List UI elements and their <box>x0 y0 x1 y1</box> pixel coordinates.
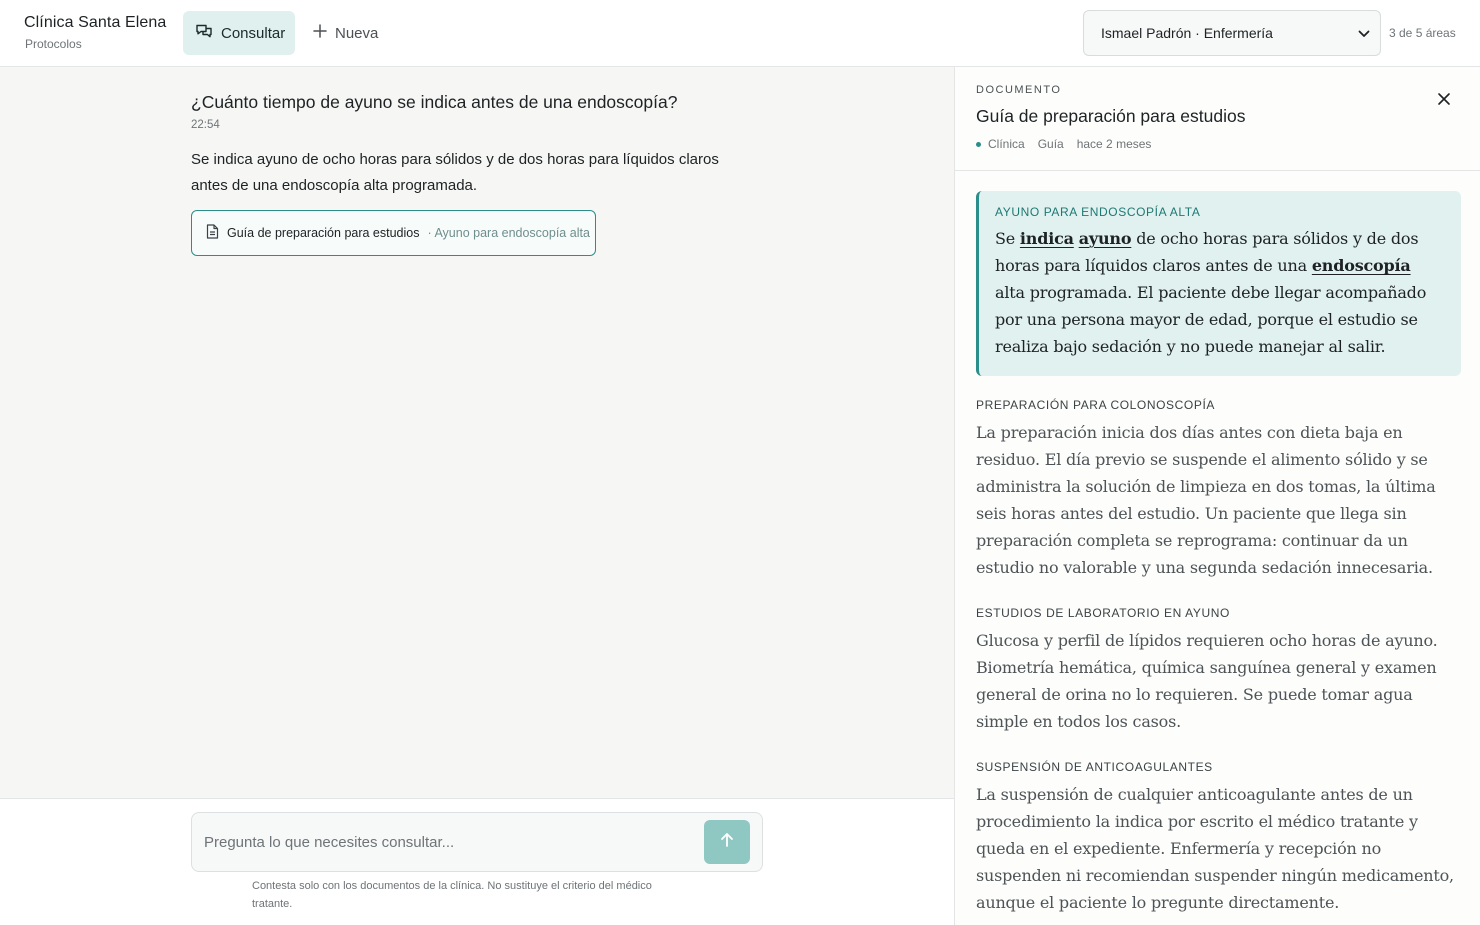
document-meta <box>976 137 1151 151</box>
composer <box>191 812 763 872</box>
new-conversation-button[interactable] <box>305 11 378 55</box>
document-category: Clínica <box>988 137 1025 151</box>
highlighted-section-title: AYUNO PARA ENDOSCOPÍA ALTA <box>995 205 1201 219</box>
citation-section: · Ayuno para endoscopía alta <box>427 226 590 240</box>
top-bar <box>0 0 1480 67</box>
citation-document: Guía de preparación para estudios <box>227 226 420 240</box>
document-section <box>976 760 1462 916</box>
document-section <box>976 606 1462 735</box>
consult-tab[interactable] <box>183 11 295 55</box>
section-title: ESTUDIOS DE LABORATORIO EN AYUNO <box>976 606 1230 620</box>
chat-area <box>0 67 954 798</box>
section-title: SUSPENSIÓN DE ANTICOAGULANTES <box>976 760 1213 774</box>
areas-count: 3 de 5 áreas <box>1389 26 1456 40</box>
section-body: Glucosa y perfil de lípidos requieren ocho horas de ayuno. Biometría hemática, química sanguínea general y examen general de orina no lo requieren. Se puede tomar agua simple en todos los casos. <box>976 631 1438 731</box>
category-dot-icon <box>976 142 981 147</box>
consult-tab-label: Consultar <box>221 24 286 42</box>
close-panel-button[interactable] <box>1437 92 1453 108</box>
document-type: Guía <box>1037 137 1064 151</box>
user-role-select[interactable] <box>1083 10 1381 56</box>
document-section <box>976 398 1462 581</box>
document-updated: hace 2 meses <box>1076 137 1152 151</box>
text-segment: alta programada. El paciente debe llegar acompañado por una persona mayor de edad, porque el estudio se realiza bajo sedación y no puede manejar al salir. <box>995 283 1427 356</box>
matched-term: ayuno <box>1078 229 1132 248</box>
chevron-down-icon <box>1358 25 1370 41</box>
document-panel <box>954 67 1480 925</box>
document-icon <box>206 224 219 242</box>
send-button[interactable] <box>704 820 750 864</box>
close-icon <box>1437 93 1451 110</box>
document-kicker: DOCUMENTO <box>976 84 1062 96</box>
section-title: PREPARACIÓN PARA COLONOSCOPÍA <box>976 398 1216 412</box>
matched-term: indica <box>1019 229 1074 248</box>
section-body: La preparación inicia dos días antes con dieta baja en residuo. El día previo se suspende el alimento sólido y se administra la solución de limpieza en dos tomas, la última seis horas antes del estudio. Un paciente que llega sin preparación completa se reprograma: continuar da un estudio no valorable y una segunda sedación innecesaria. <box>976 423 1436 577</box>
user-question: ¿Cuánto tiempo de ayuno se indica antes de una endoscopía? <box>191 92 678 112</box>
arrow-up-icon <box>719 832 735 853</box>
question-timestamp: 22:54 <box>191 119 220 131</box>
new-conversation-label: Nueva <box>335 24 379 42</box>
assistant-answer: Se indica ayuno de ocho horas para sólidos y de dos horas para líquidos claros antes de una endoscopía alta programada. <box>191 151 719 194</box>
text-segment: Se <box>995 229 1020 248</box>
clinic-subtitle: Protocolos <box>25 37 82 51</box>
highlighted-section-body <box>995 225 1445 360</box>
matched-term: endoscopía <box>1311 256 1411 275</box>
document-header <box>955 67 1480 171</box>
highlighted-section <box>976 191 1461 376</box>
citation-chip[interactable] <box>191 210 596 256</box>
composer-area <box>0 798 954 925</box>
clinic-name: Clínica Santa Elena <box>24 14 167 31</box>
chat-bubbles-icon <box>195 22 213 44</box>
text-segment: de ocho horas para sólidos y de dos horas para líquidos claros antes de una <box>995 229 1419 275</box>
document-title: Guía de preparación para estudios <box>976 106 1246 126</box>
user-role-value: Ismael Padrón · Enfermería <box>1101 25 1273 41</box>
disclaimer-text: Contesta solo con los documentos de la clínica. No sustituye el criterio del médico tratante. <box>252 880 652 910</box>
question-input[interactable] <box>204 827 694 857</box>
plus-icon <box>313 24 327 42</box>
section-body: La suspensión de cualquier anticoagulante antes de un procedimiento la indica por escrito el médico tratante y queda en el expediente. Enfermería y recepción no suspenden ni recomiendan suspender ningún medicamento, aunque el paciente lo pregunte directamente. <box>976 785 1454 912</box>
